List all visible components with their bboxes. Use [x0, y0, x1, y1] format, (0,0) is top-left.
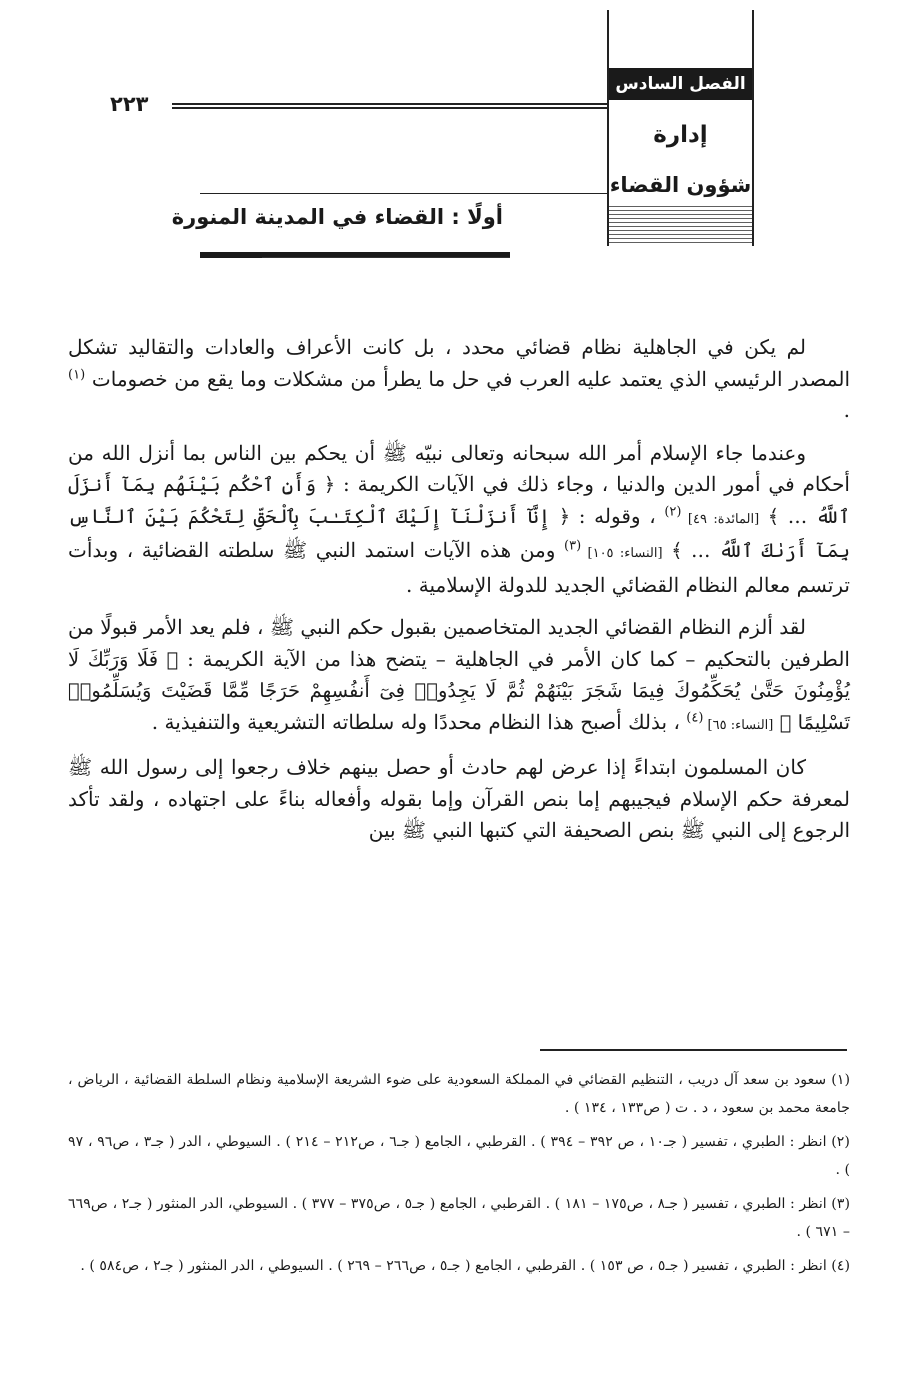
footnote-marker: (٤) — [686, 709, 704, 725]
paragraph-text: ، بذلك أصبح هذا النظام محددًا وله سلطاته التشريعية والتنفيذية . — [151, 709, 680, 734]
paragraph-4 — [68, 752, 850, 847]
paragraph-2 — [68, 438, 850, 602]
heading-underline-rule — [262, 257, 510, 258]
paragraph-text: ومن هذه الآيات استمد النبي ﷺ سلطته القضائية ، وبدأت ترتسم معالم النظام القضائي الجديد للدولة الإسلامية . — [68, 538, 850, 597]
quran-verse: ﴿ فَلَا وَرَبِّكَ لَا يُؤْمِنُونَ حَتَّىٰ يُحَكِّمُوكَ فِيمَا شَجَرَ بَيْنَهُمْ ثُمَّ لَا يَجِدُوا۟ فِىٓ أَنفُسِهِمْ حَرَجًا مِّمَّا قَضَيْتَ وَيُسَلِّمُوا۟ تَسْلِيمًا ﴾ — [68, 647, 850, 734]
chapter-subtitle: شؤون القضاء — [609, 173, 752, 197]
footnote-2: (٢) انظر : الطبري ، تفسير ( جـ١٠ ، ص ٣٩٢ – ٣٩٤ ) . القرطبي ، الجامع ( جـ٦ ، ص٢١٢ – ٢١٤ ) . السيوطي ، الدر ( جـ٣ ، ص٩٦ ، ٩٧ ) . — [68, 1134, 850, 1178]
verse-reference: [النساء: ١٠٥] — [581, 546, 663, 561]
paragraph-1 — [68, 332, 850, 427]
verse-reference: [النساء: ٦٥] — [703, 717, 774, 733]
footnote-1: (١) سعود بن سعد آل دريب ، التنظيم القضائي في المملكة السعودية على ضوء الشريعة الإسلامية ونظام السلطة القضائية ، الرياض ، جامعة محمد بن سعود ، د . ت ( ص١٣٣ ، ١٣٤ ) . — [68, 1072, 850, 1116]
paragraph-text: ، وقوله : — [570, 503, 656, 528]
paragraph-text: وعندما جاء الإسلام أمر الله سبحانه وتعالى نبيّه ﷺ أن يحكم بين الناس بما أنزل الله من أحكام في أمور الدين والدنيا ، وجاء ذلك في الآيات الكريمة : — [68, 440, 850, 496]
chapter-title: إدارة — [653, 122, 708, 148]
verse-reference: [المائدة: ٤٩] — [681, 511, 760, 527]
paragraph-text: كان المسلمون ابتداءً إذا عرض لهم حادث أو حصل بينهم خلاف رجعوا إلى رسول الله ﷺ لمعرفة حكم الإسلام فيجيبهم إما بنص القرآن وإما بقوله وأفعاله بناءً على اجتهاده ، ولقد تأكد الرجوع إلى النبي ﷺ بنص الصحيفة التي كتبها النبي ﷺ بين — [68, 755, 850, 842]
page-number: ٢٢٣ — [110, 92, 149, 116]
paragraph-text: . — [843, 398, 850, 422]
paragraph-text: لقد ألزم النظام القضائي الجديد المتخاصمين بقبول حكم النبي ﷺ ، فلم يعد الأمر قبولًا من الطرفين بالتحكيم – كما كان الأمر في الجاهلية – يتضح هذا من الآية الكريمة : — [68, 615, 850, 671]
section-heading: أولًا : القضاء في المدينة المنورة — [171, 205, 503, 229]
footnote-marker: (٣) — [564, 538, 582, 554]
decorative-hatching — [609, 206, 752, 244]
footnotes — [68, 1066, 850, 1286]
paragraph-text: لم يكن في الجاهلية نظام قضائي محدد ، بل كانت الأعراف والعادات والتقاليد تشكل المصدر الرئيسي الذي يعتمد عليه العرب في حل ما يطرأ من مشكلات وما يقع من خصومات — [68, 335, 850, 391]
page-number-rule — [172, 103, 609, 109]
quran-verse: ﴿ إِنَّآ أَنزَلْنَآ إِلَيْكَ ٱلْكِتَـٰبَ بِٱلْحَقِّ لِتَحْكُمَ بَيْنَ ٱلنَّاسِ بِمَآ أَرَىٰكَ ٱللَّهُ … ﴾ — [68, 504, 851, 562]
heading-top-rule — [200, 193, 607, 194]
footnote-3: (٣) انظر : الطبري ، تفسير ( جـ٨ ، ص١٧٥ – ١٨١ ) . القرطبي ، الجامع ( جـ٥ ، ص٣٧٥ – ٣٧٧ ) . السيوطي، الدر المنثور ( جـ٢ ، ص٦٦٩ – ٦٧١ ) . — [68, 1196, 851, 1240]
quran-verse: ﴿ وَأَنِ ٱحْكُم بَيْنَهُم بِمَآ أَنزَلَ ٱللَّهُ … ﴾ — [68, 473, 850, 528]
paragraph-3 — [68, 612, 850, 741]
footnote-separator — [540, 1049, 847, 1051]
footnote-marker: (١) — [68, 366, 86, 382]
body-text — [68, 332, 850, 858]
footnote-4: (٤) انظر : الطبري ، تفسير ( جـ٥ ، ص ١٥٣ ) . القرطبي ، الجامع ( جـ٥ ، ص٢٦٦ – ٢٦٩ ) . السيوطي ، الدر المنثور ( جـ٢ ، ص٥٨٤ ) . — [80, 1258, 850, 1274]
chapter-box — [607, 10, 754, 246]
chapter-tab: الفصل السادس — [609, 68, 752, 100]
footnote-marker: (٢) — [664, 503, 682, 519]
